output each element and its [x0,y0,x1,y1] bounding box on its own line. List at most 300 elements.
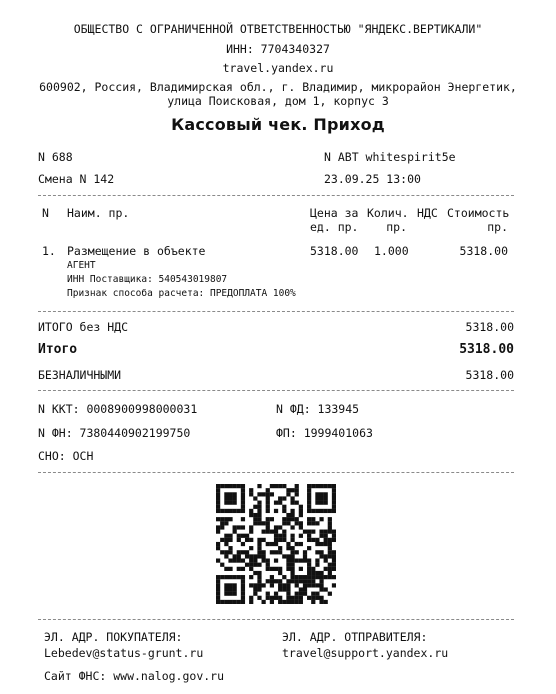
qr-module [262,558,266,562]
qr-module [274,525,278,529]
qr-module [224,492,228,496]
qr-module [303,550,307,554]
qr-module [274,530,278,534]
qr-module [249,530,253,534]
qr-module [253,563,257,567]
qr-module [286,583,290,587]
qr-module [220,521,224,525]
qr-module [241,592,245,596]
qr-module [328,521,332,525]
sender-email-label: ЭЛ. АДР. ОТПРАВИТЕЛЯ: [282,630,428,644]
qr-module [307,563,311,567]
qr-module [324,542,328,546]
qr-module [282,509,286,513]
qr-module [319,530,323,534]
qr-module [282,496,286,500]
qr-module [311,596,315,600]
cashless-value: 5318.00 [465,368,514,382]
qr-module [299,587,303,591]
qr-module [299,575,303,579]
qr-module [282,600,286,604]
qr-module [257,505,261,509]
qr-module [290,550,294,554]
qr-module [270,575,274,579]
qr-module [328,571,332,575]
qr-module [228,538,232,542]
qr-module [241,501,245,505]
qr-module [257,546,261,550]
qr-module [233,583,237,587]
qr-module [228,592,232,596]
qr-module [324,501,328,505]
qr-module [324,587,328,591]
qr-module [332,558,336,562]
qr-module [237,575,241,579]
qr-module [307,484,311,488]
qr-module [241,579,245,583]
qr-module [332,530,336,534]
qr-module [307,583,311,587]
qr-module [241,596,245,600]
qr-module [278,550,282,554]
qr-module [241,542,245,546]
qr-module [216,546,220,550]
qr-module [319,542,323,546]
cashless-label: БЕЗНАЛИЧНЫМИ [38,368,122,382]
qr-module [257,550,261,554]
org-site: travel.yandex.ru [222,61,334,75]
qr-module [257,538,261,542]
qr-module [253,521,257,525]
qr-module [257,583,261,587]
qr-module [249,546,253,550]
qr-module [290,600,294,604]
sender-email: travel@support.yandex.ru [282,646,449,660]
qr-module [286,546,290,550]
item-qty: 1.000 [374,244,409,258]
qr-module [266,525,270,529]
qr-module [266,509,270,513]
qr-module [216,600,220,604]
qr-module [286,592,290,596]
qr-module [270,567,274,571]
qr-module [307,530,311,534]
buyer-email: Lebedev@status-grunt.ru [44,646,204,660]
qr-module [249,554,253,558]
qr-module [319,575,323,579]
qr-module [233,592,237,596]
qr-module [274,550,278,554]
qr-module [295,542,299,546]
qr-module [295,517,299,521]
qr-module [307,501,311,505]
qr-module [315,558,319,562]
receipt-datetime: 23.09.25 13:00 [324,172,421,186]
qr-module [266,517,270,521]
qr-module [249,596,253,600]
qr-module [249,488,253,492]
qr-module [233,484,237,488]
qr-module [299,525,303,529]
qr-module [307,496,311,500]
qr-module [224,509,228,513]
qr-code-icon [216,484,336,604]
qr-module [270,492,274,496]
qr-module [328,546,332,550]
qr-module [307,575,311,579]
qr-module [311,583,315,587]
qr-module [224,517,228,521]
qr-module [224,567,228,571]
qr-module [224,496,228,500]
qr-module [228,509,232,513]
qr-module [319,571,323,575]
qr-module [282,521,286,525]
qr-module [216,505,220,509]
qr-module [282,530,286,534]
qr-module [253,571,257,575]
qr-module [257,513,261,517]
qr-module [315,542,319,546]
qr-module [299,509,303,513]
kkt-number: N ККТ: 0008900998000031 [38,402,198,416]
qr-module [319,492,323,496]
qr-module [274,509,278,513]
fns-site: Сайт ФНС: www.nalog.gov.ru [44,669,225,683]
qr-module [295,558,299,562]
qr-module [253,517,257,521]
qr-module [290,517,294,521]
qr-module [253,592,257,596]
qr-module [241,517,245,521]
qr-module [257,563,261,567]
qr-module [241,575,245,579]
qr-module [262,530,266,534]
qr-module [307,509,311,513]
qr-module [220,563,224,567]
avt-number: N АВТ whitespirit5e [324,150,456,164]
qr-module [220,575,224,579]
qr-module [249,600,253,604]
qr-module [245,550,249,554]
qr-module [286,488,290,492]
qr-module [233,587,237,591]
qr-module [286,587,290,591]
qr-module [249,558,253,562]
qr-module [295,488,299,492]
qr-module [228,501,232,505]
qr-module [278,583,282,587]
qr-module [328,567,332,571]
total-no-vat-value: 5318.00 [465,320,514,334]
buyer-email-label: ЭЛ. АДР. ПОКУПАТЕЛЯ: [44,630,183,644]
qr-module [286,558,290,562]
qr-module [324,534,328,538]
qr-module [332,563,336,567]
qr-module [315,575,319,579]
qr-module [307,571,311,575]
qr-module [290,567,294,571]
col-header-n: N [42,206,49,220]
qr-module [241,567,245,571]
qr-module [228,484,232,488]
qr-module [324,530,328,534]
divider [38,472,514,473]
qr-module [307,492,311,496]
qr-module [299,596,303,600]
qr-module [228,567,232,571]
qr-module [241,525,245,529]
fd-number: N ФД: 133945 [276,402,360,416]
qr-module [290,558,294,562]
qr-module [295,596,299,600]
qr-module [290,571,294,575]
qr-module [266,530,270,534]
qr-module [324,554,328,558]
total-value: 5318.00 [459,342,514,357]
qr-module [295,521,299,525]
qr-module [220,484,224,488]
qr-module [278,525,282,529]
total-label: Итого [38,342,78,357]
qr-module [307,596,311,600]
qr-module [315,550,319,554]
org-address-line2: улица Поисковая, дом 1, корпус 3 [167,94,389,108]
qr-module [233,496,237,500]
qr-module [315,563,319,567]
qr-module [241,509,245,513]
qr-module [241,534,245,538]
org-address-line1: 600902, Россия, Владимирская обл., г. Владимир, микрорайон Энергетик, [39,80,517,94]
qr-module [290,509,294,513]
qr-module [303,558,307,562]
qr-module [315,521,319,525]
qr-module [295,600,299,604]
item-cost: 5318.00 [459,244,508,258]
col-header-cost-2: пр. [487,220,508,234]
qr-module [286,517,290,521]
qr-module [233,554,237,558]
qr-module [303,587,307,591]
qr-module [237,550,241,554]
fn-number: N ФН: 7380440902199750 [38,426,191,440]
qr-module [286,554,290,558]
qr-module [257,542,261,546]
qr-module [224,554,228,558]
qr-module [270,484,274,488]
qr-module [249,575,253,579]
qr-module [303,579,307,583]
qr-module [315,509,319,513]
qr-module [299,592,303,596]
qr-module [224,521,228,525]
qr-module [216,496,220,500]
qr-module [270,600,274,604]
qr-module [324,558,328,562]
qr-module [282,575,286,579]
qr-module [324,492,328,496]
qr-module [241,550,245,554]
qr-module [328,563,332,567]
qr-module [216,587,220,591]
col-header-name: Наим. пр. [67,206,130,220]
qr-module [315,484,319,488]
qr-module [228,550,232,554]
qr-module [295,501,299,505]
qr-module [303,530,307,534]
qr-module [241,484,245,488]
qr-module [315,571,319,575]
qr-module [220,509,224,513]
qr-module [286,600,290,604]
total-no-vat-label: ИТОГО без НДС [38,320,129,334]
qr-module [299,513,303,517]
qr-module [311,571,315,575]
qr-module [270,583,274,587]
col-header-qty-2: пр. [386,220,407,234]
qr-module [262,550,266,554]
qr-module [311,530,315,534]
qr-module [220,600,224,604]
qr-module [319,583,323,587]
qr-module [319,484,323,488]
qr-module [311,579,315,583]
qr-module [278,534,282,538]
qr-module [266,488,270,492]
qr-module [216,517,220,521]
qr-module [237,509,241,513]
qr-module [315,592,319,596]
qr-module [307,488,311,492]
qr-module [332,567,336,571]
qr-module [290,496,294,500]
qr-module [303,592,307,596]
qr-module [224,583,228,587]
col-header-price-1: Цена за [310,206,359,220]
qr-module [328,484,332,488]
qr-module [332,484,336,488]
qr-module [253,513,257,517]
qr-module [216,530,220,534]
qr-module [266,567,270,571]
qr-module [315,583,319,587]
qr-module [286,563,290,567]
qr-module [257,575,261,579]
qr-module [257,501,261,505]
qr-module [286,596,290,600]
qr-module [245,563,249,567]
qr-module [328,542,332,546]
qr-module [266,563,270,567]
qr-module [237,600,241,604]
qr-module [282,538,286,542]
qr-module [299,521,303,525]
qr-module [245,538,249,542]
qr-module [241,505,245,509]
qr-module [220,517,224,521]
receipt-number: N 688 [38,150,73,164]
qr-module [274,501,278,505]
qr-module [319,579,323,583]
qr-module [266,505,270,509]
qr-module [233,575,237,579]
qr-module [224,550,228,554]
qr-module [286,579,290,583]
qr-module [216,525,220,529]
qr-module [278,600,282,604]
qr-module [299,534,303,538]
qr-module [315,596,319,600]
qr-module [315,496,319,500]
qr-module [282,587,286,591]
qr-module [295,575,299,579]
qr-module [307,567,311,571]
qr-module [332,496,336,500]
qr-module [286,567,290,571]
qr-module [311,509,315,513]
qr-module [332,554,336,558]
qr-module [319,509,323,513]
qr-module [257,521,261,525]
qr-module [274,579,278,583]
qr-module [295,583,299,587]
qr-module [274,592,278,596]
qr-module [270,550,274,554]
qr-module [237,567,241,571]
qr-module [311,592,315,596]
qr-module [319,534,323,538]
qr-module [299,542,303,546]
qr-module [307,546,311,550]
qr-module [257,571,261,575]
divider [38,390,514,391]
qr-module [278,496,282,500]
qr-module [278,579,282,583]
qr-module [290,546,294,550]
qr-module [216,509,220,513]
qr-module [224,600,228,604]
qr-module [262,583,266,587]
qr-module [299,579,303,583]
qr-module [307,534,311,538]
qr-module [249,513,253,517]
qr-module [253,505,257,509]
qr-module [241,488,245,492]
qr-module [324,600,328,604]
qr-module [282,534,286,538]
qr-module [290,513,294,517]
qr-module [228,517,232,521]
qr-module [245,534,249,538]
qr-module [224,501,228,505]
qr-module [224,538,228,542]
qr-module [315,538,319,542]
qr-module [257,484,261,488]
qr-module [324,496,328,500]
qr-module [274,567,278,571]
qr-module [228,546,232,550]
qr-module [237,554,241,558]
qr-module [270,530,274,534]
qr-module [228,575,232,579]
qr-module [332,550,336,554]
qr-module [216,542,220,546]
qr-module [270,596,274,600]
qr-module [257,492,261,496]
qr-module [262,521,266,525]
qr-module [241,496,245,500]
qr-module [332,534,336,538]
